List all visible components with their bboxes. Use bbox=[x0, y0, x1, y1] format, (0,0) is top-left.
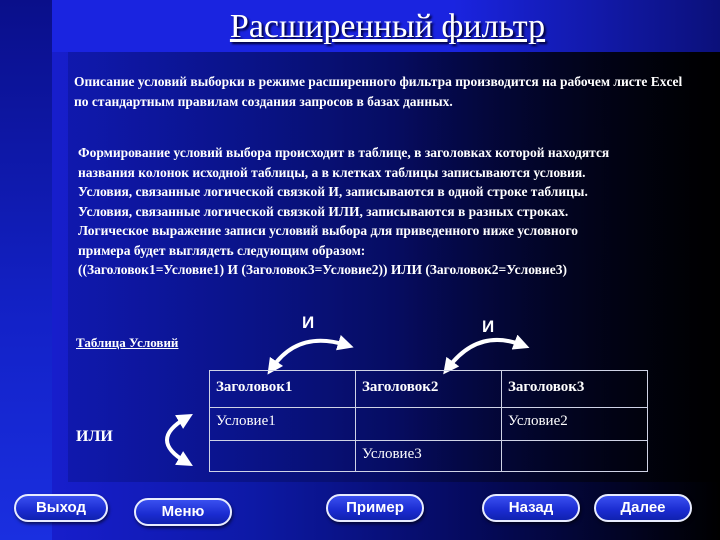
header-cell: Заголовок3 bbox=[502, 371, 648, 408]
table-row bbox=[210, 408, 648, 441]
table-cell: Условие2 bbox=[502, 408, 648, 441]
slide-title: Расширенный фильтр bbox=[229, 8, 546, 45]
paragraph-line: ((Заголовок1=Условие1) И (Заголовок3=Условие2)) ИЛИ (Заголовок2=Условие3) bbox=[78, 262, 567, 277]
and-label-1: И bbox=[302, 313, 315, 332]
menu-button[interactable]: Меню bbox=[134, 498, 232, 526]
table-cell: Условие1 bbox=[210, 408, 356, 441]
paragraph-line: Условия, связанные логической связкой ИЛИ, записываются в разных строках. bbox=[78, 203, 569, 219]
paragraph-line: Логическое выражение записи условий выбора для приведенного ниже условного bbox=[78, 223, 579, 238]
table-caption: Таблица Условий bbox=[76, 335, 179, 350]
table-cell bbox=[210, 441, 356, 472]
paragraph-line: примера будет выглядеть следующим образом: bbox=[78, 242, 366, 258]
header-cell: Заголовок1 bbox=[210, 371, 356, 408]
paragraph-line: Формирование условий выбора происходит в таблице, в заголовках которой находятся bbox=[78, 145, 610, 160]
or-label: ИЛИ bbox=[76, 428, 113, 445]
exit-button[interactable]: Выход bbox=[14, 494, 108, 522]
paragraph-line: Условия, связанные логической связкой И, записываются в одной строке таблицы. bbox=[78, 184, 588, 199]
next-button[interactable]: Далее bbox=[594, 494, 692, 522]
table-cell bbox=[502, 441, 648, 472]
and-arrow-1 bbox=[272, 341, 346, 368]
or-arrow bbox=[167, 418, 186, 462]
example-button[interactable]: Пример bbox=[326, 494, 424, 522]
table-header-row bbox=[210, 371, 648, 408]
header-cell: Заголовок2 bbox=[356, 371, 502, 408]
and-arrow-2 bbox=[448, 340, 522, 368]
table-cell bbox=[356, 408, 502, 441]
and-label-2: И bbox=[482, 317, 495, 336]
paragraph-line: названия колонок исходной таблицы, а в клетках таблицы записываются условия. bbox=[78, 164, 586, 180]
back-button[interactable]: Назад bbox=[482, 494, 580, 522]
table-cell: Условие3 bbox=[356, 441, 502, 472]
paragraph-description: Описание условий выборки в режиме расширенного фильтра производится на рабочем листе Excel по стандартным правилам создания запросов в базах данных. bbox=[74, 74, 683, 109]
table-row bbox=[210, 441, 648, 472]
conditions-table bbox=[209, 370, 648, 472]
